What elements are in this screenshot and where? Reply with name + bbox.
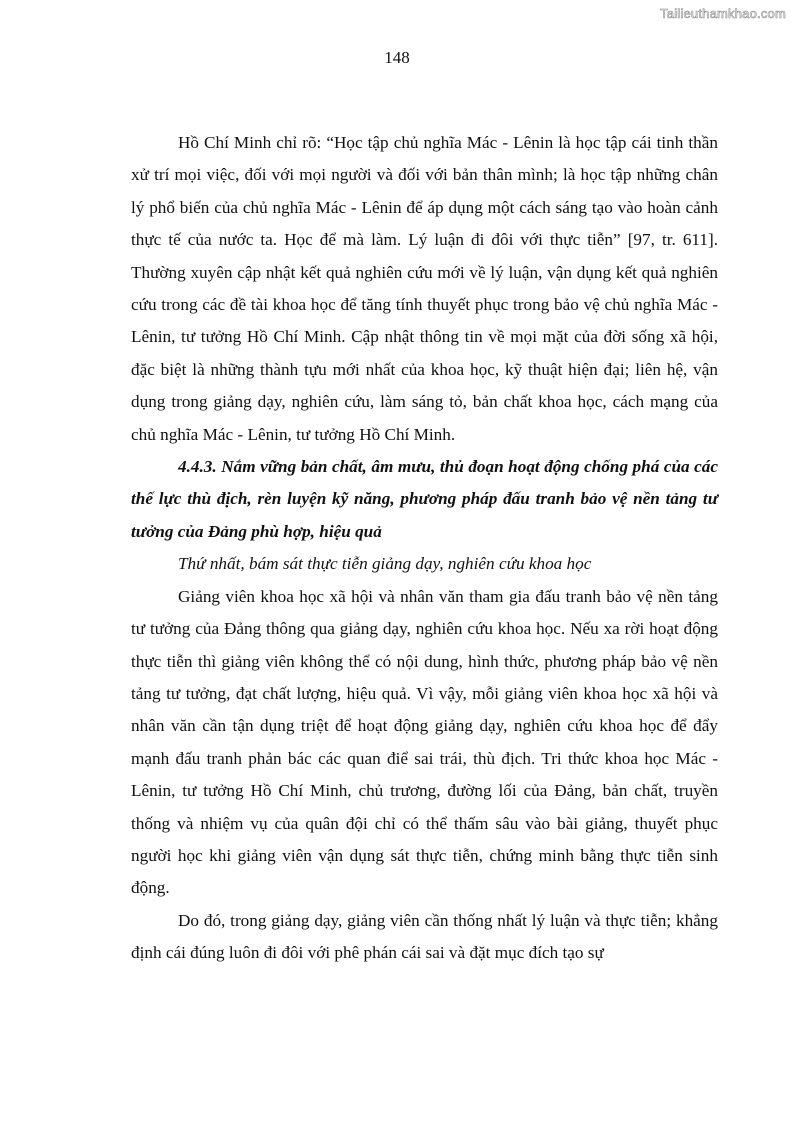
section-heading: 4.4.3. Nắm vững bản chất, âm mưu, thủ đoạn hoạt động chống phá của các thế lực thù địch, rèn luyện kỹ năng, phương pháp đấu tranh bảo vệ nền tảng tư tưởng của Đảng phù hợp, hiệu quả <box>131 457 718 541</box>
paragraph-3: Do đó, trong giảng dạy, giảng viên cần thống nhất lý luận và thực tiễn; khẳng định cái đúng luôn đi đôi với phê phán cái sai và đặt mục đích tạo sự <box>131 910 718 963</box>
paragraph-2: Giảng viên khoa học xã hội và nhân văn tham gia đấu tranh bảo vệ nền tảng tư tưởng của Đảng thông qua giảng dạy, nghiên cứu khoa học. Nếu xa rời hoạt động thực tiễn thì giảng viên không thể có nội dung, hình thức, phương pháp bảo vệ nền tảng tư tưởng, đạt chất lượng, hiệu quả. Vì vậy, mỗi giảng viên khoa học xã hội và nhân văn cần tận dụng triệt để hoạt động giảng dạy, nghiên cứu khoa học để đẩy mạnh đấu tranh phản bác các quan điể sai trái, thù địch. Tri thức khoa học Mác - Lênin, tư tưởng Hồ Chí Minh, chủ trương, đường lối của Đảng, bản chất, truyền thống và nhiệm vụ của quân đội chỉ có thể thấm sâu vào bài giảng, thuyết phục người học khi giảng viên vận dụng sát thực tiễn, chứng minh bằng thực tiễn sinh động. <box>131 586 718 898</box>
page-number: 148 <box>384 48 410 67</box>
document-body <box>131 127 718 970</box>
paragraph-1: Hồ Chí Minh chỉ rõ: “Học tập chủ nghĩa Mác - Lênin là học tập cái tinh thần xử trí mọi việc, đối với mọi người và đối với bản thân mình; là học tập những chân lý phổ biến của chủ nghĩa Mác - Lênin để áp dụng một cách sáng tạo vào hoàn cảnh thực tế của nước ta. Học để mà làm. Lý luận đi đôi với thực tiễn” [97, tr. 611]. Thường xuyên cập nhật kết quả nghiên cứu mới về lý luận, vận dụng kết quả nghiên cứu trong các đề tài khoa học để tăng tính thuyết phục trong bảo vệ chủ nghĩa Mác - Lênin, tư tưởng Hồ Chí Minh. Cập nhật thông tin về mọi mặt của đời sống xã hội, đặc biệt là những thành tựu mới nhất của khoa học, kỹ thuật hiện đại; liên hệ, vận dụng trong giảng dạy, nghiên cứu, làm sáng tỏ, bản chất khoa học, cách mạng của chủ nghĩa Mác - Lênin, tư tưởng Hồ Chí Minh. <box>131 133 718 444</box>
subsection-heading: Thứ nhất, bám sát thực tiễn giảng dạy, nghiên cứu khoa học <box>178 554 592 574</box>
watermark: Tailieuthamkhao.com <box>660 6 786 21</box>
